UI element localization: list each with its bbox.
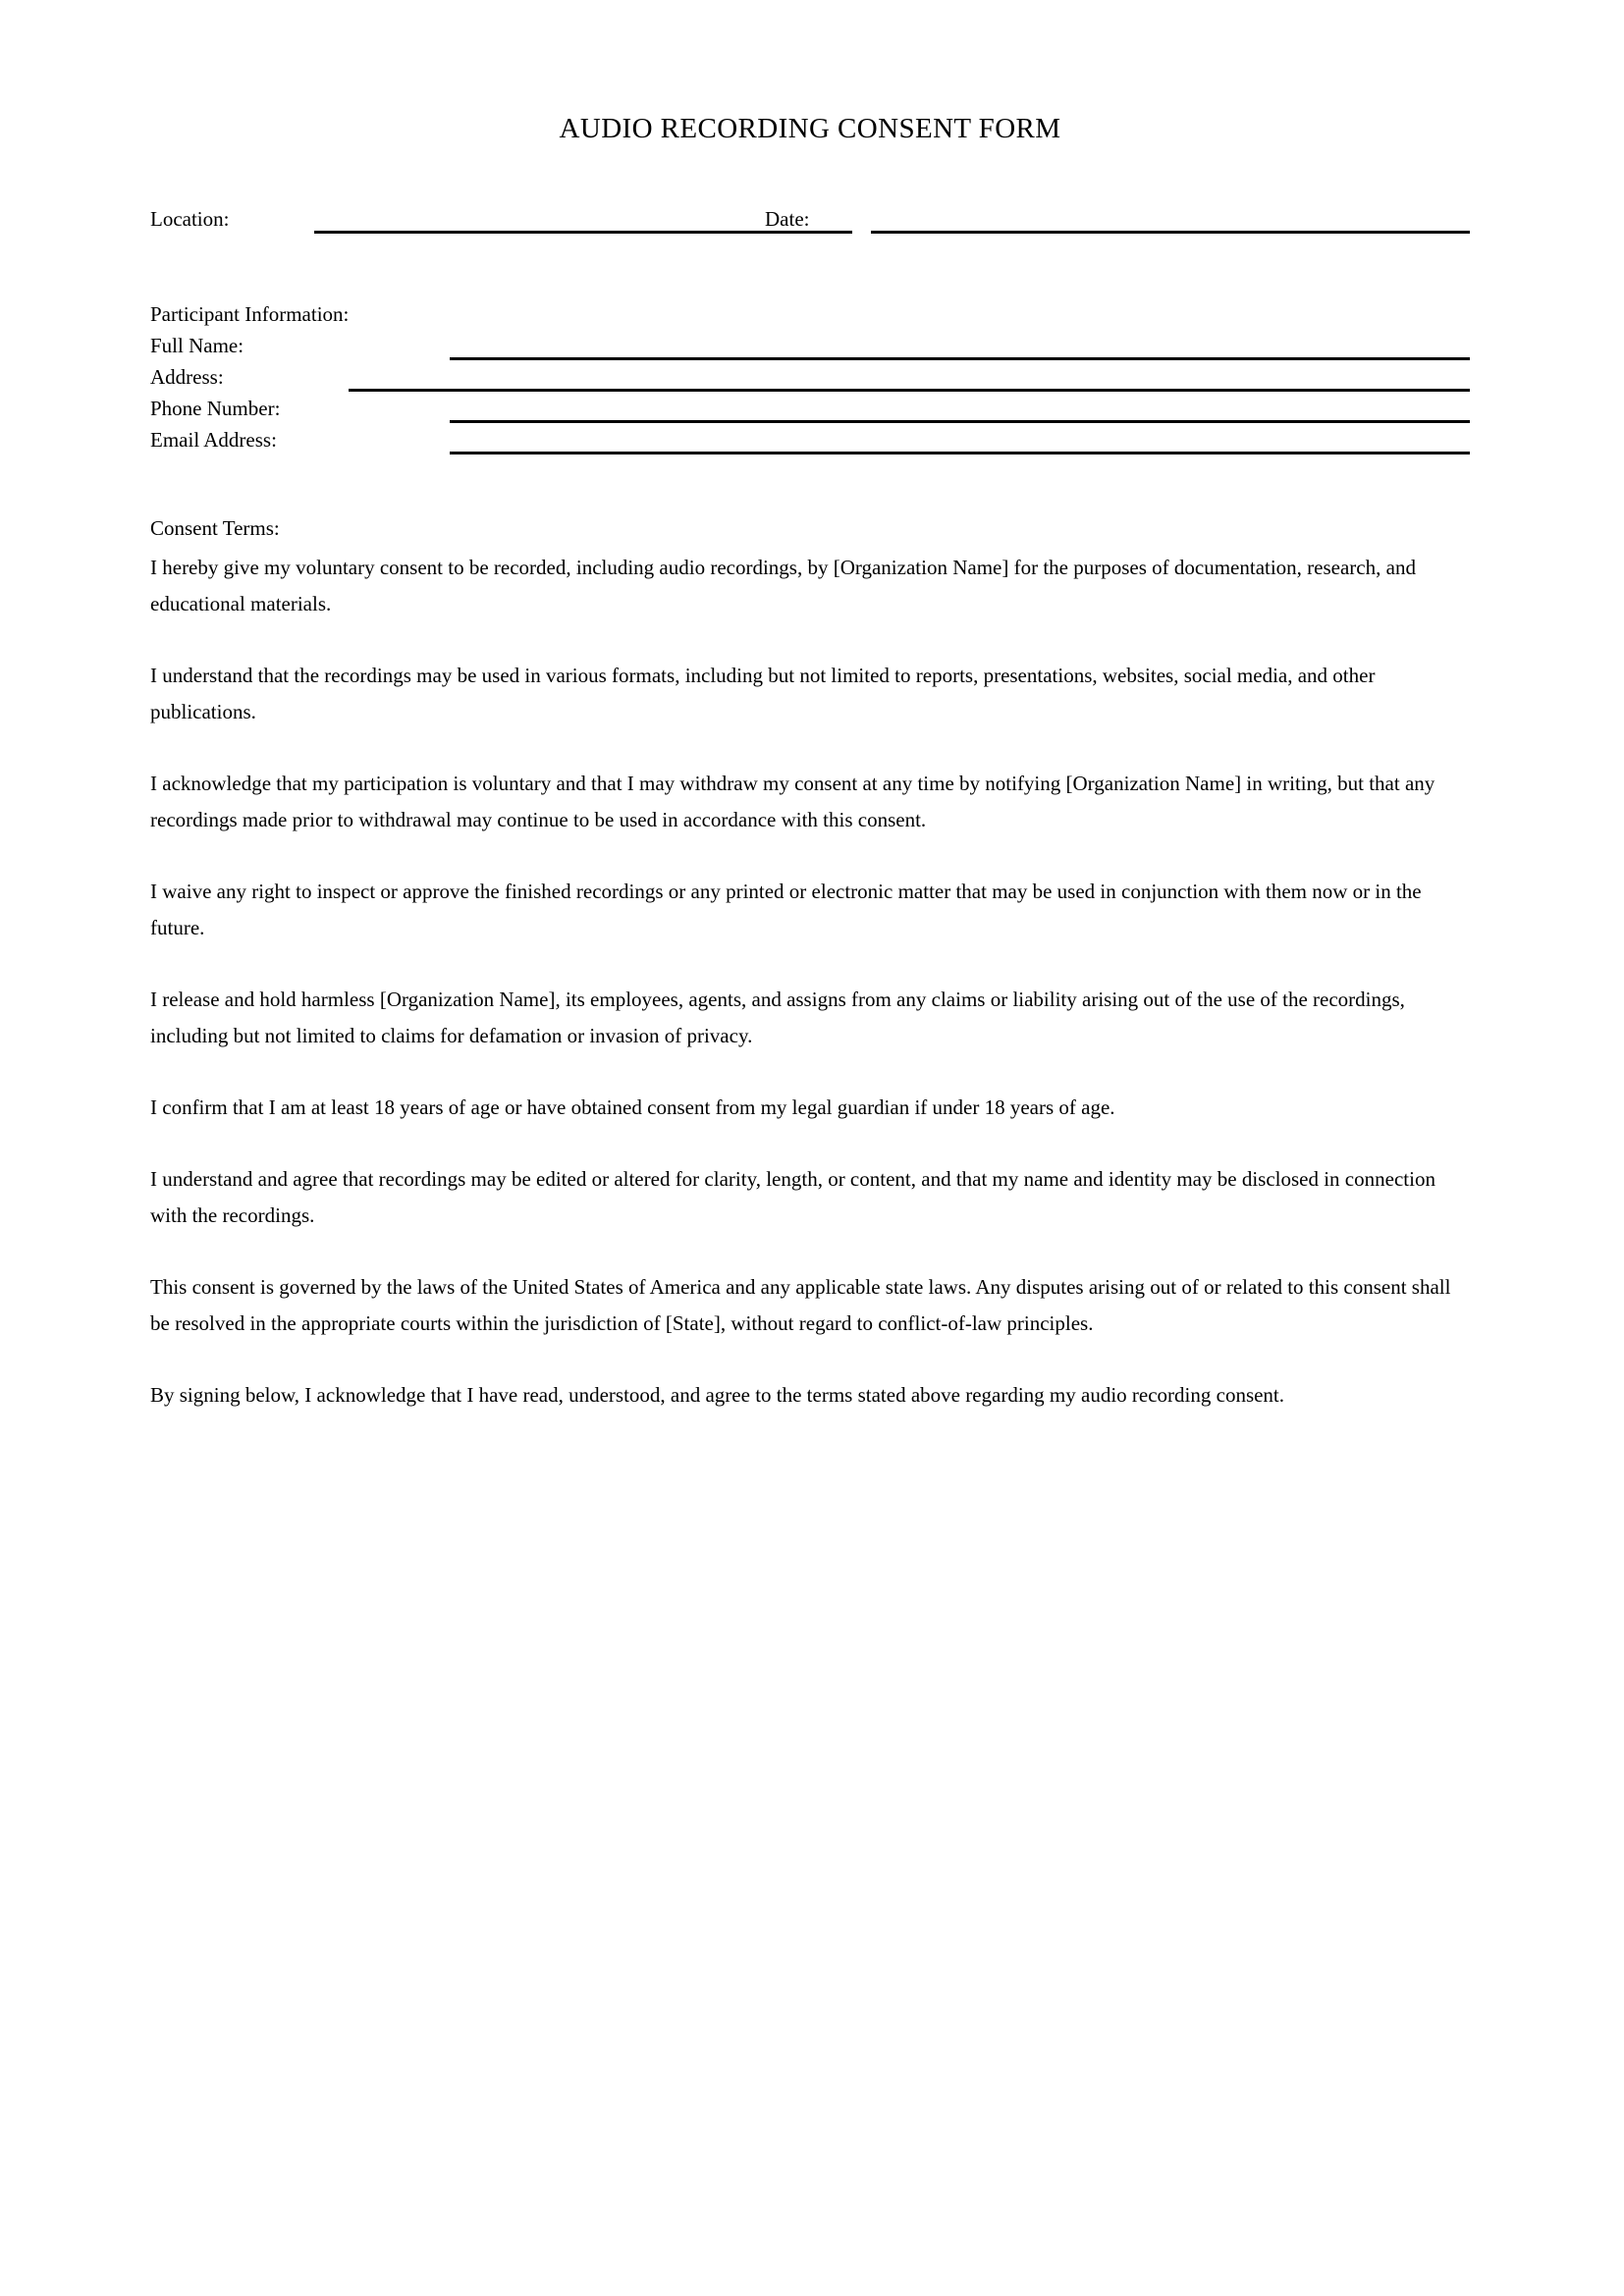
participant-information-heading: Participant Information: xyxy=(150,302,350,326)
field-row-email-address xyxy=(150,424,1470,455)
document-content xyxy=(150,0,1470,1414)
date-input-line[interactable] xyxy=(871,231,1470,234)
consent-paragraph: I confirm that I am at least 18 years of age or have obtained consent from my legal guardian if under 18 years of age. xyxy=(150,1095,1115,1119)
consent-paragraph: I understand that the recordings may be used in various formats, including but not limited to reports, presentations, websites, social media, and other publications. xyxy=(150,664,1376,723)
consent-paragraph: I understand and agree that recordings may be edited or altered for clarity, length, or content, and that my name and identity may be disclosed in connection with the recordings. xyxy=(150,1167,1435,1227)
date-label: Date: xyxy=(765,207,810,231)
phone-number-label: Phone Number: xyxy=(150,397,281,420)
address-label: Address: xyxy=(150,365,224,389)
full-name-label: Full Name: xyxy=(150,334,244,357)
phone-number-input-line[interactable] xyxy=(450,420,1470,423)
location-label: Location: xyxy=(150,207,230,231)
field-row-full-name xyxy=(150,330,1470,361)
consent-paragraph: By signing below, I acknowledge that I have read, understood, and agree to the terms stated above regarding my audio recording consent. xyxy=(150,1383,1285,1407)
consent-paragraph: I hereby give my voluntary consent to be recorded, including audio recordings, by [Organization Name] for the purposes of documentation, research, and educational materials. xyxy=(150,556,1416,615)
field-row-phone-number xyxy=(150,393,1470,424)
consent-paragraph: I acknowledge that my participation is voluntary and that I may withdraw my consent at any time by notifying [Organization Name] in writing, but that any recordings made prior to withdrawal may continue to be used in accordance with this consent. xyxy=(150,772,1435,831)
email-address-input-line[interactable] xyxy=(450,452,1470,454)
consent-terms-heading: Consent Terms: xyxy=(150,516,280,540)
field-row-address xyxy=(150,361,1470,393)
consent-terms-section xyxy=(150,512,1470,1414)
consent-paragraph: This consent is governed by the laws of the United States of America and any applicable state laws. Any disputes arising out of or related to this consent shall be resolved in the appropriate courts within the jurisdiction of [State], without regard to conflict-of-law principles. xyxy=(150,1275,1451,1335)
consent-paragraph: I release and hold harmless [Organization Name], its employees, agents, and assigns from any claims or liability arising out of the use of the recordings, including but not limited to claims for defamation or invasion of privacy. xyxy=(150,988,1405,1047)
page-title: AUDIO RECORDING CONSENT FORM xyxy=(559,113,1061,144)
location-date-row xyxy=(150,196,1470,241)
consent-paragraph: I waive any right to inspect or approve the finished recordings or any printed or electronic matter that may be used in conjunction with them now or in the future. xyxy=(150,880,1422,939)
email-address-label: Email Address: xyxy=(150,428,277,452)
full-name-input-line[interactable] xyxy=(450,357,1470,360)
participant-information-section xyxy=(150,298,1470,455)
address-input-line[interactable] xyxy=(349,389,1470,392)
